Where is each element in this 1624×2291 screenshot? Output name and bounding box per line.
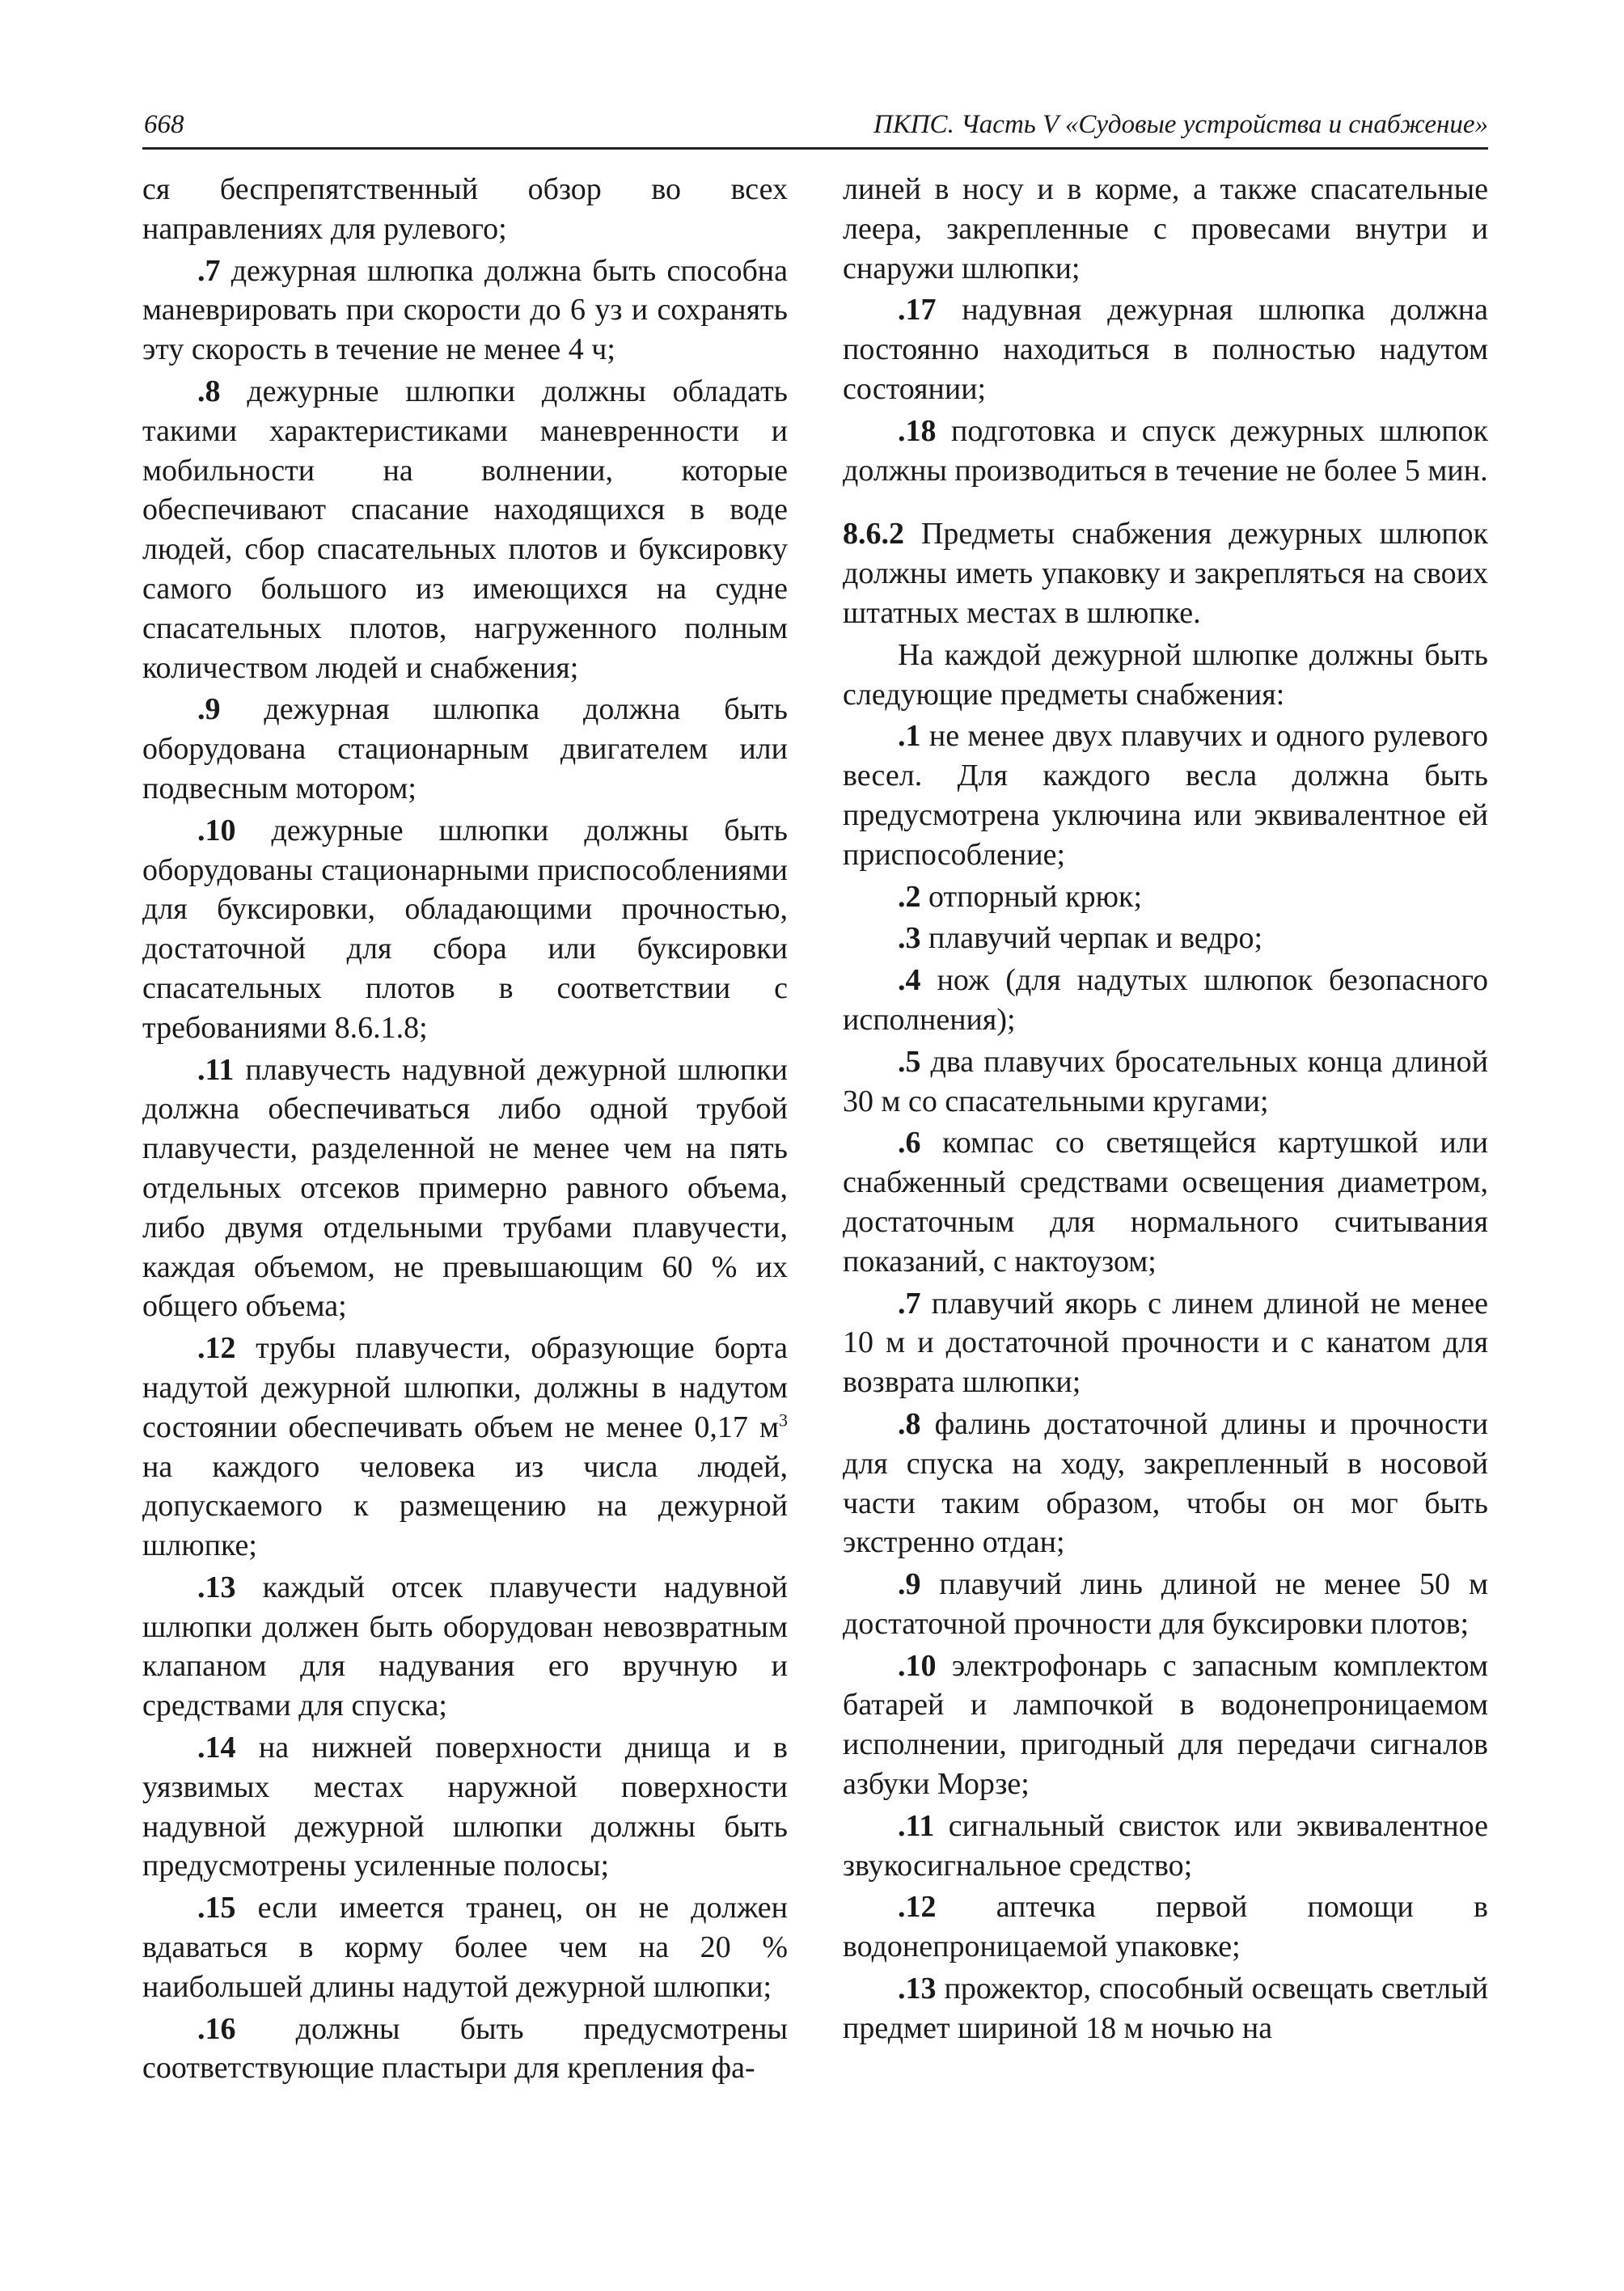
list-item: .9 дежурная шлюпка должна быть оборудована стационарным двигателем или подвесным мотором; bbox=[142, 692, 788, 805]
list-item: .17 надувная дежурная шлюпка должна постоянно находиться в полностью надутом состоянии; bbox=[843, 293, 1488, 406]
list-item: .1 не менее двух плавучих и одного рулевого весел. Для каждого весла должна быть предусмотрена уключина или эквивалентное ей приспособление; bbox=[843, 719, 1489, 872]
page-header bbox=[142, 107, 1488, 150]
running-title: ПКПС. Часть V «Судовые устройства и снабжение» bbox=[873, 110, 1488, 139]
list-item: .18 подготовка и спуск дежурных шлюпок должны производиться в течение не более 5 мин. bbox=[843, 413, 1488, 488]
paragraph: линей в носу и в корме, а также спасательные леера, закрепленные с провесами внутри и снаружи шлюпки; bbox=[843, 172, 1488, 285]
list-item: .13 каждый отсек плавучести надувной шлюпки должен быть оборудован невозвратным клапаном для надувания его вручную и средствами для спуска; bbox=[142, 1570, 788, 1723]
list-item: .11 сигнальный свисток или эквивалентное звукосигнальное средство; bbox=[843, 1808, 1488, 1883]
list-item: .12 трубы плавучести, образующие борта надутой дежурной шлюпки, должны в надутом состоянии обеспечивать объем не менее 0,17 $м^3$ на каждого человека из числа людей, допускаемого к размещению на дежурной шлюпке; bbox=[142, 1331, 788, 1563]
list-item: .11 плавучесть надувной дежурной шлюпки должна обеспечиваться либо одной трубой плавучести, разделенной не менее чем на пять отдельных отсеков примерно равного объема, либо двумя отдельными трубами плавучести, каждая объемом, не превышающим 60 % их общего объема; bbox=[142, 1052, 789, 1324]
list-item: .2 отпорный крюк; bbox=[898, 879, 1143, 914]
list-item: .10 дежурные шлюпки должны быть оборудованы стационарными приспособлениями для буксировки, обладающими прочностью, достаточной для сбора или буксировки спасательных плотов в соответствии с требованиями 8.6.1.8; bbox=[142, 813, 789, 1045]
section-paragraph: 8.6.2 Предметы снабжения дежурных шлюпок должны иметь упаковку и закрепляться на своих штатных местах в шлюпке. bbox=[843, 517, 1489, 630]
list-item: .5 два плавучих бросательных конца длиной 30 м со спасательными кругами; bbox=[843, 1044, 1489, 1118]
list-item: .13 прожектор, способный освещать светлый предмет шириной 18 м ночью на bbox=[843, 1972, 1488, 2045]
list-item: .7 дежурная шлюпка должна быть способна маневрировать при скорости до 6 уз и сохранять эту скорость в течение не менее 4 ч; bbox=[142, 253, 788, 367]
list-item: .14 на нижней поверхности днища и в уязвимых местах наружной поверхности надувной дежурной шлюпки должны быть предусмотрены усиленные полосы; bbox=[142, 1731, 789, 1883]
paragraph: На каждой дежурной шлюпке должны быть следующие предметы снабжения: bbox=[843, 637, 1488, 712]
list-item: .6 компас со светящейся картушкой или снабженный средствами освещения диаметром, достаточным для нормального считывания показаний, с нактоузом; bbox=[843, 1126, 1488, 1279]
right-column bbox=[843, 170, 1488, 2048]
list-item: .10 электрофонарь с запасным комплектом батарей и лампочкой в водонепроницаемом исполнении, пригодный для передачи сигналов азбуки Морзе; bbox=[843, 1648, 1488, 1802]
list-item: .12 аптечка первой помощи в водонепроницаемой упаковке; bbox=[843, 1890, 1488, 1964]
list-item: .15 если имеется транец, он не должен вдаваться в корму более чем на 20 % наибольшей длины надутой дежурной шлюпки; bbox=[142, 1891, 788, 2004]
list-item: .9 плавучий линь длиной не менее 50 м достаточной прочности для буксировки плотов; bbox=[843, 1567, 1489, 1641]
list-item: .7 плавучий якорь с линем длиной не менее 10 м и достаточной прочности и с канатом для возврата шлюпки; bbox=[843, 1286, 1489, 1400]
list-item: .8 фалинь достаточной длины и прочности для спуска на ходу, закрепленный в носовой части таким образом, чтобы он мог быть экстренно отдан; bbox=[843, 1406, 1488, 1560]
list-item: .3 плавучий черпак и ведро; bbox=[898, 921, 1263, 956]
list-item: .4 нож (для надутых шлюпок безопасного исполнения); bbox=[843, 963, 1489, 1037]
paragraph: ся беспрепятственный обзор во всех направлениях для рулевого; bbox=[142, 172, 788, 246]
list-item: .16 должны быть предусмотрены соответствующие пластыри для крепления фа- bbox=[142, 2011, 788, 2086]
list-item: .8 дежурные шлюпки должны обладать такими характеристиками маневренности и мобильности на волнении, которые обеспечивают спасание находящихся в воде людей, сбор спасательных плотов и буксировку самого большого из имеющихся на судне спасательных плотов, нагруженного полным количеством людей и снабжения; bbox=[142, 374, 788, 685]
page-number: 668 bbox=[144, 110, 184, 139]
left-column bbox=[142, 170, 788, 2088]
